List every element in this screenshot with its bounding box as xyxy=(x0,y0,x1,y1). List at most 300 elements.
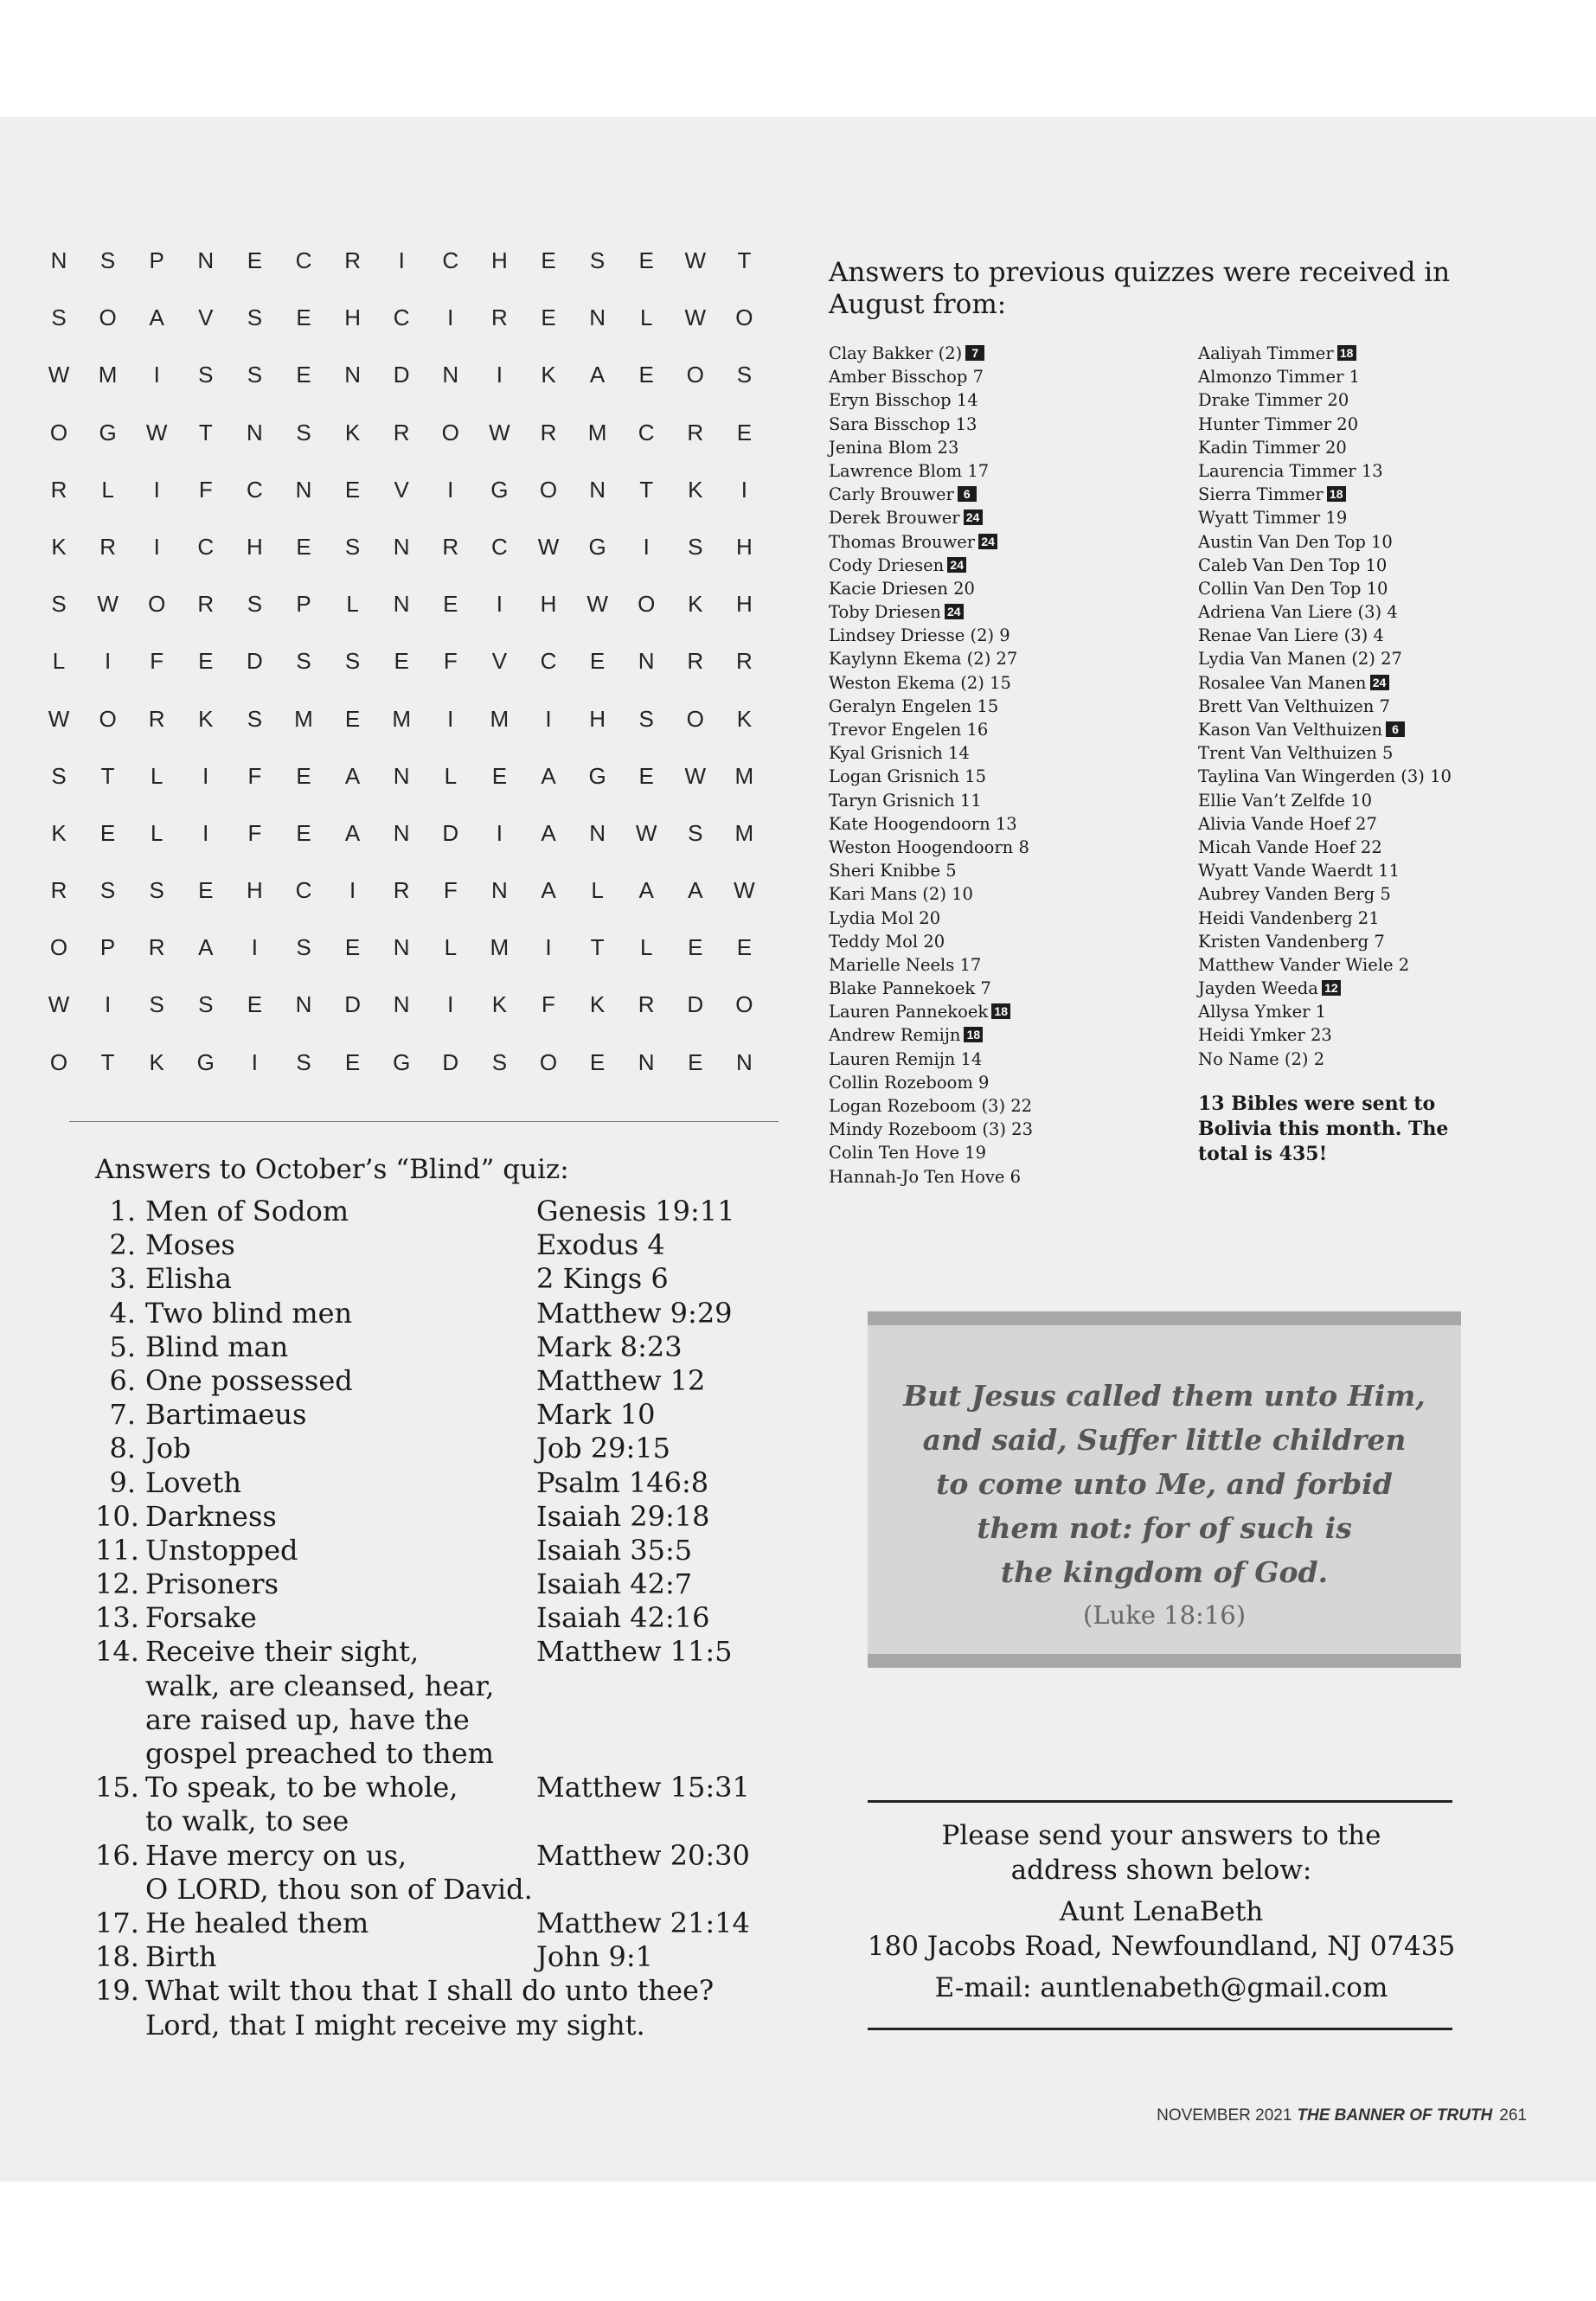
word-search-letter: F xyxy=(150,648,164,675)
answer-reference: Matthew 21:14 xyxy=(536,1907,750,1940)
word-search-letter: S xyxy=(149,991,164,1018)
name-text: Almonzo Timmer 1 xyxy=(1198,367,1361,388)
answer-text: Moses xyxy=(145,1228,235,1262)
word-search-letter: N xyxy=(442,362,459,388)
footer-magazine: THE BANNER OF TRUTH xyxy=(1297,2106,1493,2125)
word-search-letter: S xyxy=(296,1048,311,1075)
bible-count-badge: 24 xyxy=(978,534,997,549)
word-search-letter: R xyxy=(148,705,165,732)
word-search-letter: E xyxy=(198,877,214,904)
word-search-grid xyxy=(50,247,794,1106)
name-entry xyxy=(829,365,1192,388)
name-text: Heidi Vandenberg 21 xyxy=(1198,907,1380,928)
word-search-letter: G xyxy=(393,1048,411,1075)
word-search-letter: R xyxy=(50,476,67,503)
bible-count-badge: 18 xyxy=(1337,345,1356,361)
footer-date: NOVEMBER 2021 xyxy=(1157,2106,1292,2125)
word-search-letter: A xyxy=(344,819,361,846)
word-search-letter: H xyxy=(247,877,263,904)
word-search-letter: H xyxy=(344,304,361,331)
name-text: Logan Grisnich 15 xyxy=(829,766,986,787)
answer-reference: Isaiah 42:7 xyxy=(536,1567,693,1601)
answer-text: Receive their sight, walk, are cleansed, hear, are raised up, have the gospel preached to them xyxy=(145,1635,495,1771)
name-text: Micah Vande Hoef 22 xyxy=(1198,836,1382,857)
name-text: Amber Bisschop 7 xyxy=(829,367,984,388)
word-search-row xyxy=(50,591,794,648)
word-search-letter: T xyxy=(639,476,654,503)
name-text: Ellie Van’t Zelfde 10 xyxy=(1198,790,1372,811)
answer-item xyxy=(95,1432,787,1465)
answer-text: Birth xyxy=(145,1940,217,1974)
word-search-letter: I xyxy=(545,934,552,961)
bible-count-badge: 24 xyxy=(945,604,964,619)
answer-reference: Isaiah 42:16 xyxy=(536,1601,710,1635)
name-text: Eryn Bisschop 14 xyxy=(829,390,978,411)
name-text: Cody Driesen xyxy=(829,554,945,575)
name-entry xyxy=(829,413,1192,436)
name-entry xyxy=(1198,413,1561,436)
word-search-letter: O xyxy=(539,1048,558,1075)
word-search-letter: S xyxy=(296,934,311,961)
name-text: Trent Van Velthuizen 5 xyxy=(1198,743,1394,764)
word-search-letter: T xyxy=(100,762,115,789)
word-search-letter: T xyxy=(590,934,605,961)
name-entry xyxy=(1198,624,1561,647)
bible-count-badge: 18 xyxy=(964,1027,983,1042)
word-search-letter: C xyxy=(247,476,263,503)
word-search-row xyxy=(50,877,794,934)
word-search-letter: W xyxy=(586,591,608,618)
word-search-letter: F xyxy=(443,877,458,904)
word-search-letter: E xyxy=(491,762,508,789)
bible-count-badge: 24 xyxy=(947,557,966,573)
name-text: Derek Brouwer xyxy=(829,508,960,529)
word-search-letter: E xyxy=(541,247,556,273)
answer-reference: Matthew 11:5 xyxy=(536,1635,733,1669)
answer-item xyxy=(95,1228,787,1262)
word-search-letter: K xyxy=(51,819,67,846)
word-search-letter: I xyxy=(202,762,209,789)
name-entry xyxy=(1198,1000,1561,1023)
name-text: Lindsey Driesse (2) 9 xyxy=(829,625,1010,646)
name-entry xyxy=(829,459,1192,483)
name-text: Mindy Rozeboom (3) 23 xyxy=(829,1119,1033,1140)
name-entry xyxy=(829,483,1192,506)
word-search-letter: F xyxy=(443,648,458,675)
word-search-letter: E xyxy=(589,648,606,675)
name-entry xyxy=(1198,459,1561,483)
word-search-letter: N xyxy=(393,762,410,789)
word-search-letter: R xyxy=(442,533,459,560)
word-search-letter: W xyxy=(684,762,707,789)
answer-number: 6. xyxy=(109,1363,136,1397)
name-text: Kari Mans (2) 10 xyxy=(829,884,973,905)
word-search-letter: N xyxy=(589,819,606,846)
word-search-letter: I xyxy=(153,533,160,560)
bible-count-badge: 24 xyxy=(964,510,983,525)
name-entry xyxy=(829,741,1192,765)
name-entry xyxy=(1198,554,1561,577)
word-search-letter: E xyxy=(394,648,409,675)
word-search-letter: I xyxy=(153,362,160,388)
word-search-row xyxy=(50,1049,794,1106)
word-search-letter: R xyxy=(99,533,116,560)
word-search-letter: R xyxy=(50,877,67,904)
word-search-letter: S xyxy=(344,533,361,560)
word-search-letter: H xyxy=(247,533,263,560)
word-search-letter: C xyxy=(295,247,312,273)
address-email: E-mail: auntlenabeth@gmail.com xyxy=(934,1972,1388,2003)
name-entry xyxy=(1198,342,1561,365)
word-search-letter: L xyxy=(346,591,359,618)
answer-item xyxy=(95,1567,787,1601)
word-search-letter: K xyxy=(688,591,703,618)
address-street: 180 Jacobs Road, Newfoundland, NJ 07435 xyxy=(867,1931,1456,1962)
word-search-letter: G xyxy=(588,762,606,789)
name-text: Sara Bisschop 13 xyxy=(829,413,977,434)
word-search-letter: N xyxy=(197,247,215,273)
word-search-letter: V xyxy=(198,304,214,331)
answer-text: Loveth xyxy=(145,1465,241,1499)
name-text: Lydia Van Manen (2) 27 xyxy=(1198,649,1402,670)
name-entry xyxy=(1198,812,1561,836)
word-search-letter: S xyxy=(198,991,214,1018)
answer-reference: Mark 8:23 xyxy=(536,1330,683,1363)
name-entry xyxy=(1198,530,1561,554)
name-text: Weston Hoogendoorn 8 xyxy=(829,836,1029,857)
word-search-letter: M xyxy=(490,934,510,961)
verse-line: and said, Suffer little children xyxy=(922,1423,1407,1457)
word-search-letter: L xyxy=(52,648,66,675)
word-search-letter: K xyxy=(541,362,556,388)
name-text: Blake Pannekoek 7 xyxy=(829,978,991,999)
name-text: Clay Bakker (2) xyxy=(829,343,963,363)
word-search-letter: C xyxy=(540,648,557,675)
bible-count-badge: 12 xyxy=(1322,980,1341,996)
word-search-letter: L xyxy=(444,762,458,789)
word-search-letter: G xyxy=(196,1048,215,1075)
word-search-letter: R xyxy=(491,304,508,331)
word-search-letter: K xyxy=(589,991,606,1018)
word-search-letter: R xyxy=(687,648,704,675)
word-search-letter: W xyxy=(145,419,168,445)
word-search-letter: K xyxy=(491,991,508,1018)
name-text: Brett Van Velthuizen 7 xyxy=(1198,695,1390,716)
answer-item xyxy=(95,1466,787,1500)
name-entry xyxy=(1198,718,1561,741)
name-entry xyxy=(829,907,1192,930)
answer-reference: Isaiah 35:5 xyxy=(536,1533,693,1567)
word-search-letter: N xyxy=(247,419,263,445)
answer-item xyxy=(95,1534,787,1567)
name-text: Lydia Mol 20 xyxy=(829,907,941,928)
name-entry xyxy=(1198,907,1561,930)
word-search-letter: W xyxy=(684,304,707,331)
word-search-letter: O xyxy=(686,705,704,732)
word-search-letter: L xyxy=(150,762,163,789)
word-search-letter: M xyxy=(734,819,754,846)
answer-item xyxy=(95,1771,787,1838)
word-search-letter: I xyxy=(447,705,454,732)
word-search-letter: F xyxy=(198,476,213,503)
name-text: Andrew Remijn xyxy=(829,1025,961,1046)
name-entry xyxy=(829,671,1192,695)
name-entry xyxy=(829,953,1192,977)
word-search-letter: S xyxy=(688,533,703,560)
word-search-letter: H xyxy=(540,591,557,618)
answer-number: 8. xyxy=(109,1432,136,1465)
name-text: Drake Timmer 20 xyxy=(1198,390,1349,411)
verse-line: But Jesus called them unto Him, xyxy=(903,1379,1426,1413)
word-search-letter: O xyxy=(735,991,753,1018)
address-intro-1: Please send your answers to the xyxy=(941,1820,1381,1851)
answer-item xyxy=(95,1907,787,1940)
verse-box xyxy=(868,1311,1461,1668)
word-search-letter: E xyxy=(688,934,703,961)
name-entry xyxy=(829,930,1192,953)
name-entry xyxy=(829,1094,1192,1118)
word-search-letter: I xyxy=(104,648,112,675)
name-text: Jayden Weeda xyxy=(1198,978,1318,999)
answer-text: Have mercy on us, O LORD, thou son of David. xyxy=(145,1838,533,1906)
address-rule-bottom xyxy=(868,2028,1452,2030)
word-search-letter: F xyxy=(542,991,555,1018)
address-intro-2: address shown below: xyxy=(1010,1855,1312,1886)
word-search-letter: S xyxy=(247,591,263,618)
word-search-letter: E xyxy=(296,762,311,789)
name-text: Marielle Neels 17 xyxy=(829,954,982,975)
answer-text: Blind man xyxy=(145,1330,289,1363)
name-text: Alivia Vande Hoef 27 xyxy=(1198,813,1377,834)
word-search-row xyxy=(50,991,794,1048)
word-search-letter: H xyxy=(589,705,606,732)
name-text: Thomas Brouwer xyxy=(829,531,976,552)
word-search-letter: S xyxy=(51,591,67,618)
name-entry xyxy=(829,506,1192,529)
word-search-letter: C xyxy=(393,304,410,331)
word-search-letter: E xyxy=(638,362,654,388)
word-search-letter: E xyxy=(247,991,263,1018)
word-search-letter: D xyxy=(344,991,361,1018)
name-text: No Name (2) 2 xyxy=(1198,1048,1325,1069)
answer-number: 17. xyxy=(95,1907,139,1940)
word-search-letter: R xyxy=(148,934,165,961)
word-search-letter: K xyxy=(149,1048,164,1075)
bible-count-badge: 18 xyxy=(1327,486,1346,502)
answer-text: One possessed xyxy=(145,1363,353,1397)
word-search-letter: A xyxy=(541,819,556,846)
name-text: Collin Van Den Top 10 xyxy=(1198,578,1388,599)
bible-count-badge: 7 xyxy=(965,345,984,361)
verse-text xyxy=(868,1374,1461,1594)
answer-item xyxy=(95,1940,787,1974)
word-search-letter: P xyxy=(99,934,116,961)
word-search-letter: I xyxy=(251,934,258,961)
word-search-letter: G xyxy=(588,533,606,560)
word-search-letter: I xyxy=(496,591,503,618)
name-text: Rosalee Van Manen xyxy=(1198,672,1367,693)
name-entry xyxy=(1198,765,1561,788)
word-search-letter: S xyxy=(491,1048,508,1075)
answer-text: Elisha xyxy=(145,1262,232,1296)
name-entry xyxy=(829,1118,1192,1141)
answer-item xyxy=(95,1500,787,1534)
word-search-letter: W xyxy=(537,533,560,560)
word-search-letter: A xyxy=(638,877,654,904)
answer-reference: 2 Kings 6 xyxy=(536,1262,669,1296)
name-text: Adriena Van Liere (3) 4 xyxy=(1198,602,1398,623)
verse-reference: (Luke 18:16) xyxy=(1082,1600,1247,1630)
name-entry xyxy=(829,1071,1192,1094)
word-search-letter: I xyxy=(447,476,454,503)
answer-reference: Psalm 146:8 xyxy=(536,1465,709,1499)
name-entry xyxy=(829,600,1192,624)
answer-reference: Matthew 20:30 xyxy=(536,1838,750,1872)
word-search-letter: E xyxy=(247,247,263,273)
word-search-letter: I xyxy=(104,991,112,1018)
word-search-letter: V xyxy=(491,648,508,675)
word-search-letter: D xyxy=(393,362,410,388)
address-block xyxy=(830,1818,1492,2005)
word-search-letter: A xyxy=(589,362,606,388)
name-text: Kacie Driesen 20 xyxy=(829,578,975,599)
answer-item xyxy=(95,1839,787,1907)
name-text: Aubrey Vanden Berg 5 xyxy=(1198,884,1391,905)
name-text: Kristen Vandenberg 7 xyxy=(1198,931,1385,952)
name-entry xyxy=(829,882,1192,906)
answer-text: He healed them xyxy=(145,1907,369,1940)
name-text: Laurencia Timmer 13 xyxy=(1198,460,1383,481)
answer-reference: Exodus 4 xyxy=(536,1228,665,1262)
name-text: Heidi Ymker 23 xyxy=(1198,1025,1332,1046)
word-search-letter: S xyxy=(589,247,606,273)
name-text: Wyatt Vande Waerdt 11 xyxy=(1198,861,1400,881)
answer-number: 14. xyxy=(95,1635,139,1669)
word-search-letter: L xyxy=(444,934,458,961)
word-search-letter: I xyxy=(398,247,405,273)
verse-line: them not: for of such is xyxy=(977,1511,1352,1545)
word-search-letter: L xyxy=(150,819,163,846)
name-text: Carly Brouwer xyxy=(829,484,954,505)
word-search-letter: N xyxy=(736,1048,753,1075)
name-text: Matthew Vander Wiele 2 xyxy=(1198,954,1410,975)
name-text: Jenina Blom 23 xyxy=(829,437,959,458)
name-entry xyxy=(829,647,1192,670)
name-text: Lawrence Blom 17 xyxy=(829,460,990,481)
word-search-letter: A xyxy=(688,877,703,904)
word-search-letter: M xyxy=(734,762,754,789)
answer-text: Unstopped xyxy=(145,1533,298,1567)
answer-number: 16. xyxy=(95,1838,139,1872)
name-entry xyxy=(1198,1048,1561,1071)
word-search-letter: O xyxy=(441,419,459,445)
word-search-letter: I xyxy=(643,533,650,560)
word-search-letter: O xyxy=(49,1048,68,1075)
word-search-letter: R xyxy=(736,648,753,675)
answer-number: 7. xyxy=(109,1398,136,1432)
word-search-letter: I xyxy=(496,819,503,846)
word-search-row xyxy=(50,362,794,419)
word-search-letter: P xyxy=(149,247,164,273)
word-search-letter: I xyxy=(202,819,209,846)
word-search-letter: R xyxy=(393,419,410,445)
answer-item xyxy=(95,1330,787,1364)
word-search-letter: E xyxy=(344,1048,361,1075)
word-search-letter: E xyxy=(443,591,458,618)
name-entry xyxy=(1198,789,1561,812)
word-search-letter: E xyxy=(736,419,753,445)
word-search-letter: S xyxy=(736,362,753,388)
word-search-letter: A xyxy=(149,304,164,331)
answer-number: 13. xyxy=(95,1601,139,1635)
word-search-letter: S xyxy=(344,648,361,675)
word-search-letter: R xyxy=(393,877,410,904)
name-text: Renae Van Liere (3) 4 xyxy=(1198,625,1384,646)
word-search-letter: N xyxy=(50,247,67,273)
word-search-row xyxy=(50,534,794,591)
word-search-letter: S xyxy=(296,419,311,445)
name-entry xyxy=(829,388,1192,412)
name-text: Sierra Timmer xyxy=(1198,484,1324,505)
name-text: Geralyn Engelen 15 xyxy=(829,695,999,716)
word-search-letter: M xyxy=(587,419,607,445)
name-entry xyxy=(1198,930,1561,953)
name-entry xyxy=(1198,695,1561,718)
name-text: Lauren Remijn 14 xyxy=(829,1048,983,1069)
word-search-letter: C xyxy=(491,533,508,560)
word-search-letter: T xyxy=(737,247,752,273)
word-search-letter: S xyxy=(51,304,67,331)
word-search-letter: W xyxy=(489,419,510,445)
answer-number: 5. xyxy=(109,1330,136,1363)
word-search-letter: E xyxy=(589,1048,606,1075)
word-search-letter: D xyxy=(247,648,263,675)
word-search-letter: N xyxy=(638,1048,655,1075)
word-search-letter: E xyxy=(344,476,361,503)
bible-count-badge: 24 xyxy=(1370,675,1389,690)
name-entry xyxy=(829,765,1192,788)
word-search-letter: N xyxy=(393,819,410,846)
word-search-letter: O xyxy=(99,304,117,331)
word-search-letter: F xyxy=(247,819,262,846)
name-text: Aaliyah Timmer xyxy=(1198,343,1334,363)
name-text: Hannah-Jo Ten Hove 6 xyxy=(829,1166,1021,1187)
word-search-letter: E xyxy=(688,1048,703,1075)
name-entry xyxy=(829,1048,1192,1071)
answer-text: Two blind men xyxy=(145,1296,353,1330)
word-search-letter: O xyxy=(735,304,753,331)
word-search-letter: N xyxy=(589,476,606,503)
word-search-row xyxy=(50,477,794,534)
answer-number: 2. xyxy=(109,1228,136,1262)
word-search-letter: E xyxy=(296,304,311,331)
name-entry xyxy=(829,342,1192,365)
name-entry xyxy=(829,436,1192,459)
word-search-letter: S xyxy=(688,819,703,846)
word-search-letter: M xyxy=(294,705,313,732)
answer-number: 11. xyxy=(95,1533,139,1567)
name-text: Kaylynn Ekema (2) 27 xyxy=(829,649,1018,670)
name-text: Weston Ekema (2) 15 xyxy=(829,672,1011,693)
name-text: Toby Driesen xyxy=(829,602,941,623)
word-search-letter: N xyxy=(393,934,410,961)
word-search-letter: C xyxy=(197,533,215,560)
word-search-letter: S xyxy=(247,304,263,331)
word-search-letter: E xyxy=(296,362,311,388)
answer-text: To speak, to be whole, to walk, to see xyxy=(145,1771,458,1838)
word-search-row xyxy=(50,304,794,362)
word-search-letter: W xyxy=(48,705,70,732)
